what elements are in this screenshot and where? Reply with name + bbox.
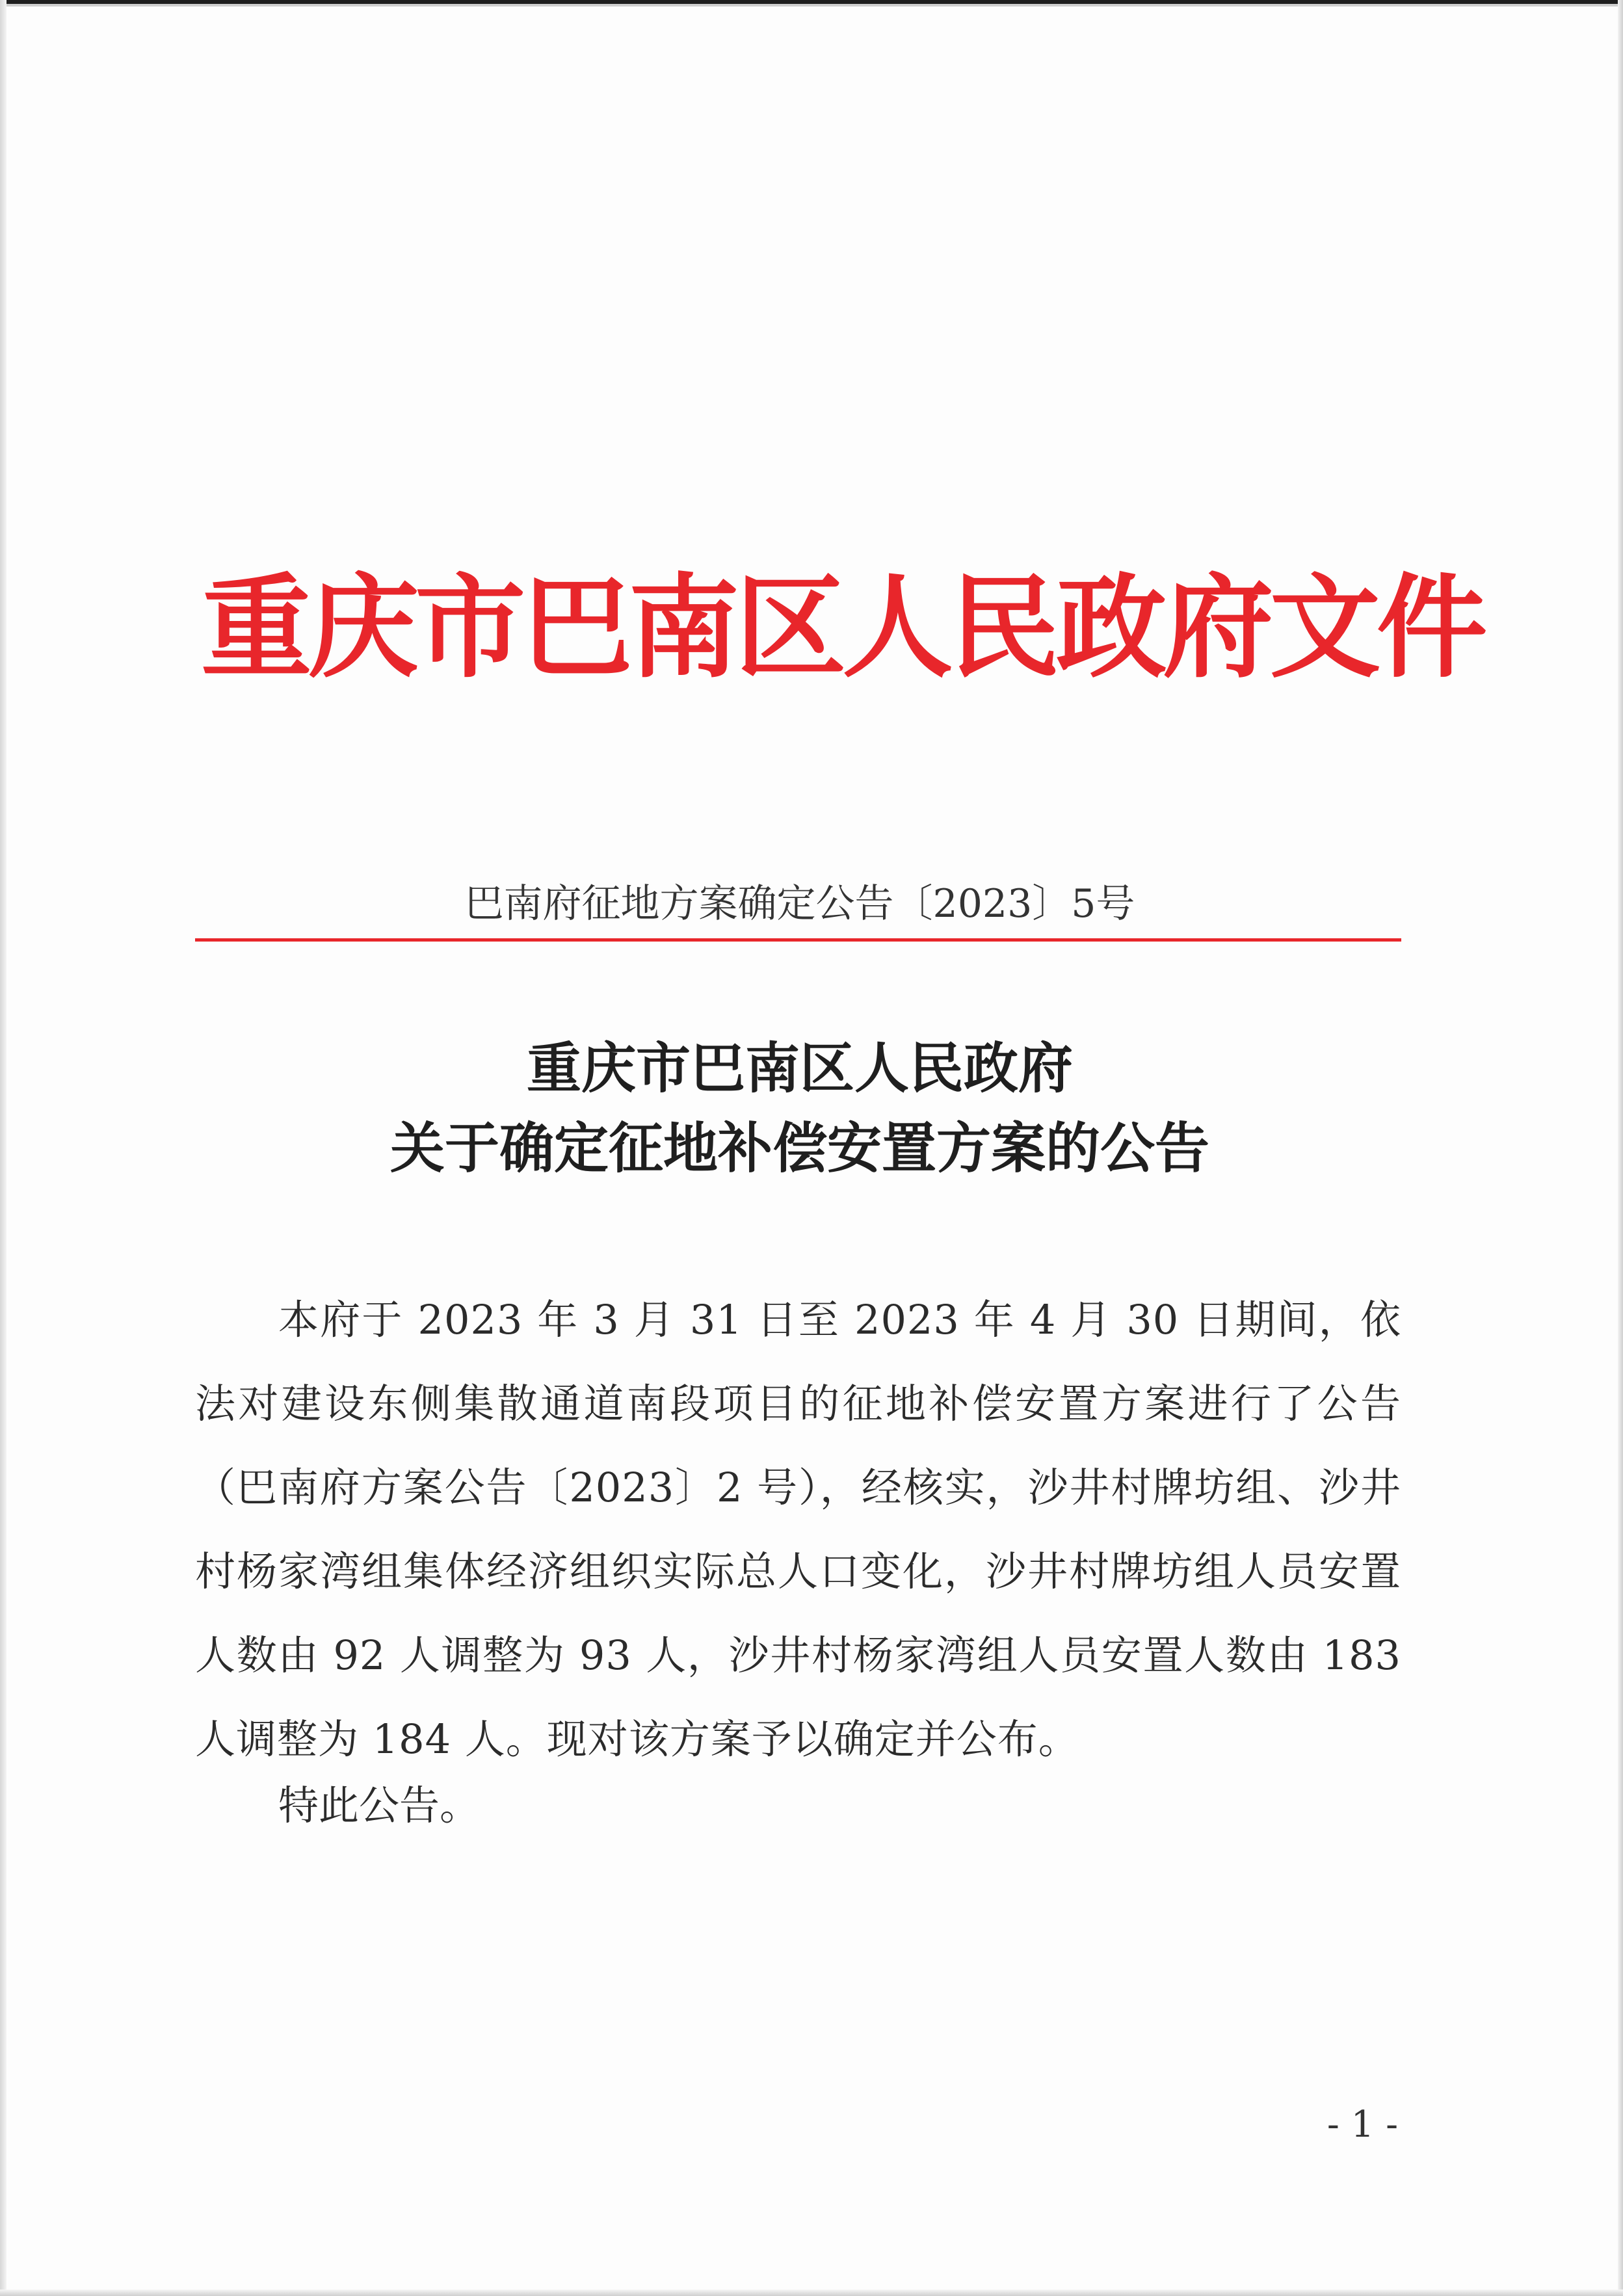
body-paragraph: 本府于 2023 年 3 月 31 日至 2023 年 4 月 30 日期间，依法对建设东侧集散通道南段项目的征地补偿安置方案进行了公告（巴南府方案公告〔2023〕2 号），经核实，沙井村牌坊组、沙井村杨家湾组集体经济组织实际总人口变化，沙井村牌坊组人员安置人数由 92 人调整为 93 人，沙井村杨家湾组人员安置人数由 183 人调整为 184 人。现对该方案予以确定并公布。	[195, 1296, 1401, 1763]
document-number: 巴南府征地方案确定公告〔2023〕5号	[464, 881, 1135, 927]
title-line-2: 关于确定征地补偿安置方案的公告	[389, 1116, 1209, 1180]
page-number: - 1 -	[1326, 2104, 1398, 2146]
red-divider-line	[195, 938, 1401, 942]
closing-text: 特此公告。	[278, 1782, 481, 1829]
scan-edge-right	[1618, 0, 1623, 2296]
scan-edge-top-shadow	[0, 4, 1623, 7]
scan-edge-bottom	[0, 2289, 1623, 2296]
title-line-1: 重庆市巴南区人民政府	[526, 1036, 1073, 1100]
document-masthead: 重庆市巴南区人民政府文件	[201, 561, 1484, 693]
scan-edge-left	[0, 0, 7, 2296]
